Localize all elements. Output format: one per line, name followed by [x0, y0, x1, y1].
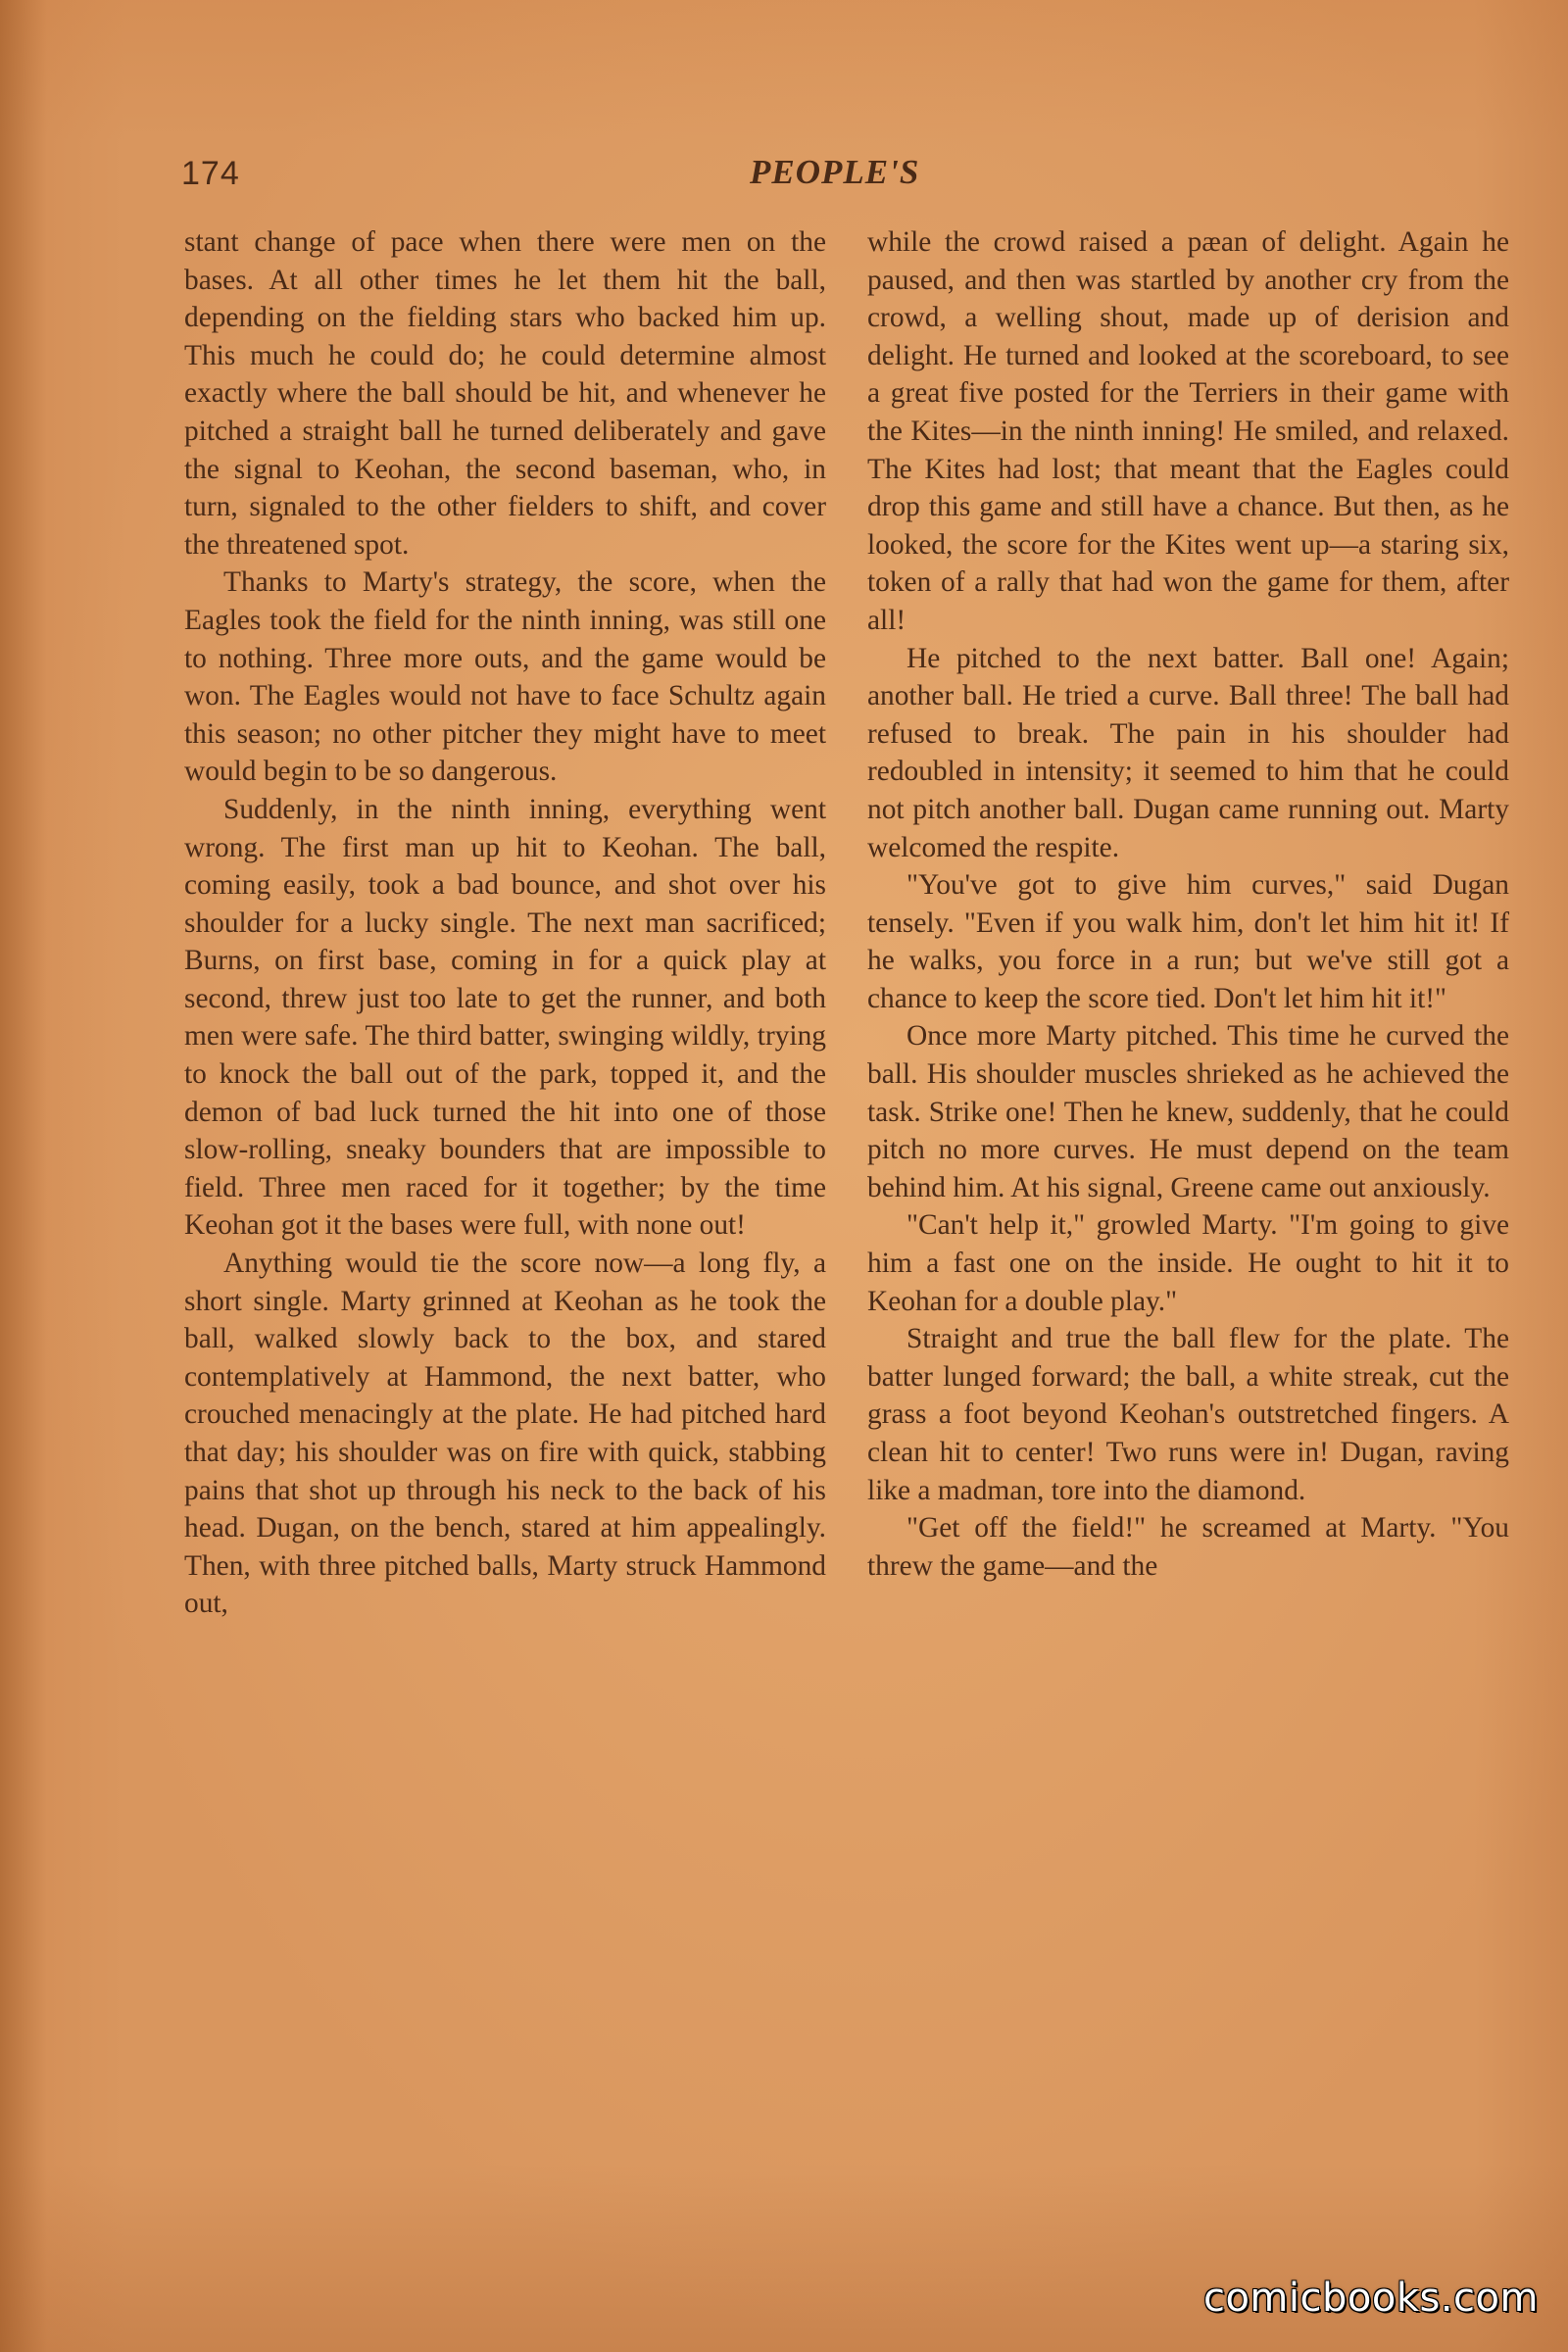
paragraph: stant change of pace when there were men on the bases. At all other times he let them hit the ball, depending on the fielding stars who backed him up. This much he could do; he could determine almost exactly where the ball should be hit, and whenever he pitched a straight ball he turned deliberately and gave the signal to Keohan, the second baseman, who, in turn, signaled to the other fielders to shift, and cover the threatened spot.: [184, 226, 826, 561]
running-head: PEOPLE'S: [750, 153, 920, 191]
paragraph: Anything would tie the score now—a long fly, a short single. Marty grinned at Keohan as he took the ball, walked slowly back to the box, and stared contemplatively at Hammond, the next batter, who crouched menacingly at the plate. He had pitched hard that day; his shoulder was on fire with quick, stabbing pains that shot up through his neck to the back of his head. Dugan, on the bench, stared at him appealingly. Then, with three pitched balls, Marty struck Hammond out,: [184, 1248, 826, 1620]
page-header: [181, 147, 1387, 206]
left-text-column: [184, 223, 826, 1623]
paragraph: "Can't help it," growled Marty. "I'm going to give him a fast one on the inside. He ought to hit it to Keohan for a double play.": [867, 1209, 1509, 1317]
paragraph: Straight and true the ball flew for the plate. The batter lunged forward; the ball, a white streak, cut the grass a foot beyond Keohan's outstretched fingers. A clean hit to center! Two runs were in! Dugan, raving like a madman, tore into the diamond.: [867, 1323, 1509, 1506]
paragraph: Suddenly, in the ninth inning, everything went wrong. The first man up hit to Keohan. The ball, coming easily, took a bad bounce, and shot over his shoulder for a lucky single. The next man sacrificed; Burns, on first base, coming in for a quick play at second, threw just too late to get the runner, and both men were safe. The third batter, swinging wildly, trying to knock the ball out of the park, topped it, and the demon of bad luck turned the hit into one of those slow-rolling, sneaky bounders that are impossible to field. Three men raced for it together; by the time Keohan got it the bases were full, with none out!: [184, 793, 826, 1242]
paragraph: "Get off the field!" he screamed at Marty. "You threw the game—and the: [867, 1512, 1509, 1582]
paragraph: He pitched to the next batter. Ball one! Again; another ball. He tried a curve. Ball three! The ball had refused to break. The pain in his shoulder had redoubled in intensity; it seemed to him that he could not pitch another ball. Dugan came running out. Marty welcomed the respite.: [867, 642, 1509, 863]
paragraph: "You've got to give him curves," said Dugan tensely. "Even if you walk him, don't let him hit it! If he walks, you force in a run; but we've still got a chance to keep the score tied. Don't let him hit it!": [867, 869, 1509, 1014]
paragraph: Once more Marty pitched. This time he curved the ball. His shoulder muscles shrieked as he achieved the task. Strike one! Then he knew, suddenly, that he could pitch no more curves. He must depend on the team behind him. At his signal, Greene came out anxiously.: [867, 1020, 1509, 1203]
paragraph: while the crowd raised a pæan of delight. Again he paused, and then was startled by another cry from the crowd, a welling shout, made up of derision and delight. He turned and looked at the scoreboard, to see a great five posted for the Terriers in their game with the Kites—in the ninth inning! He smiled, and relaxed. The Kites had lost; that meant that the Eagles could drop this game and still have a chance. But then, as he looked, the score for the Kites went up—a staring six, token of a rally that had won the game for them, after all!: [867, 226, 1509, 636]
right-text-column: [867, 223, 1509, 1585]
page-number: 174: [181, 155, 240, 192]
paragraph: Thanks to Marty's strategy, the score, when the Eagles took the field for the ninth inning, was still one to nothing. Three more outs, and the game would be won. The Eagles would not have to face Schultz again this season; no other pitcher they might have to meet would begin to be so dangerous.: [184, 566, 826, 788]
watermark: comicbooks.com: [1202, 2276, 1539, 2321]
